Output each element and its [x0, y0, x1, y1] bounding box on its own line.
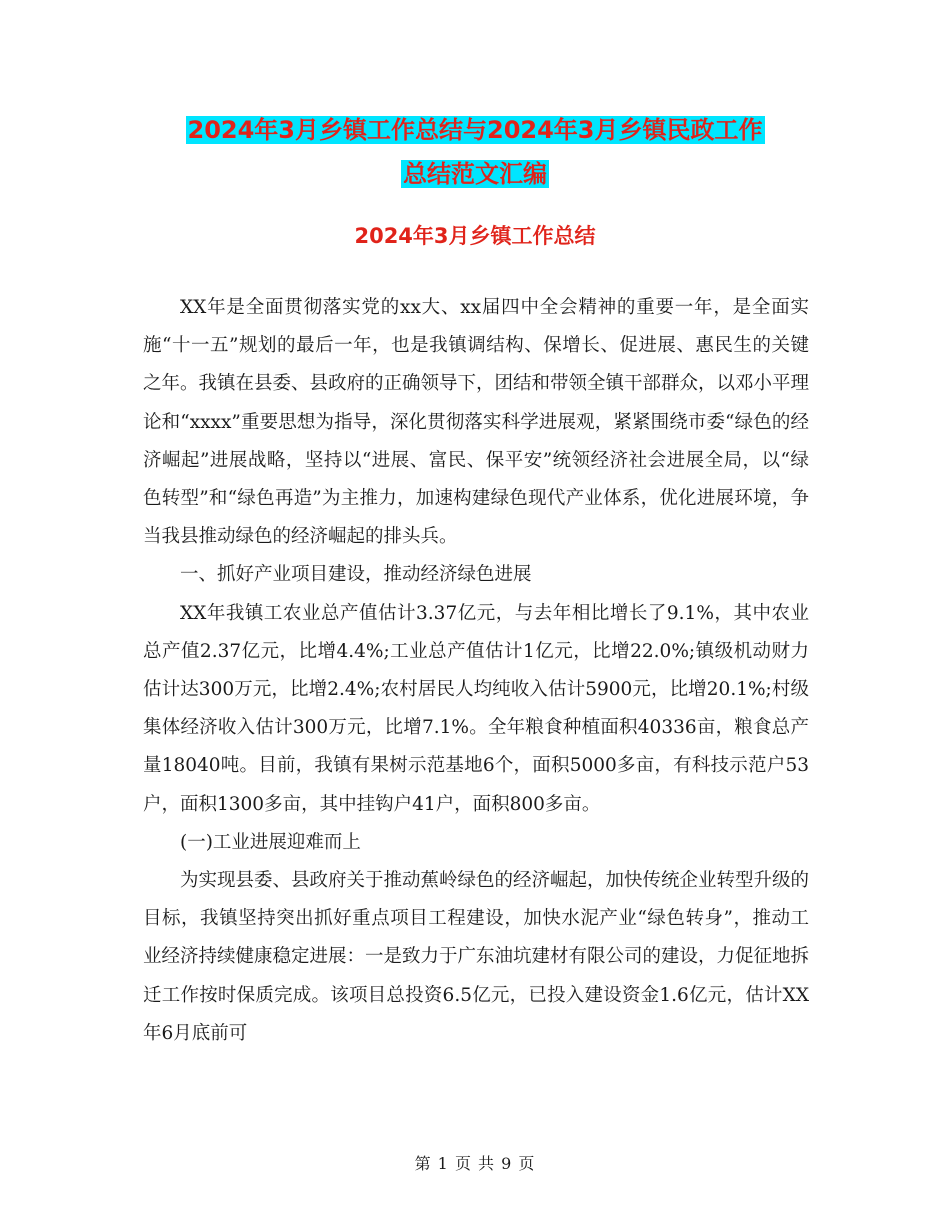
subheading-industry: (一)工业进展迎难而上 [180, 831, 361, 853]
paragraph-intro: XX年是全面贯彻落实党的xx大、xx届四中全会精神的重要一年，是全面实施“十一五”规划的最后一年，也是我镇调结构、保增长、促进展、惠民生的关键之年。我镇在县委、县政府的正确领导下，团结和带领全镇干部群众，以邓小平理论和“xxxx”重要思想为指导，深化贯彻落实科学进展观，紧紧围绕市委“绿色的经济崛起”进展战略，坚持以“进展、富民、保平安”统领经济社会进展全局，以“绿色转型”和“绿色再造”为主推力，加速构建绿色现代产业体系，优化进展环境，争当我县推动绿色的经济崛起的排头兵。 [143, 297, 810, 548]
paragraph-statistics: XX年我镇工农业总产值估计3.37亿元，与去年相比增长了9.1%，其中农业总产值2.37亿元，比增4.4%;工业总产值估计1亿元，比增22.0%;镇级机动财力估计达300万元，比增2.4%;农村居民人均纯收入估计5900元，比增20.1%;村级集体经济收入估计300万元，比增7.1%。全年粮食种植面积40336亩，粮食总产量18040吨。目前，我镇有果树示范基地6个，面积5000多亩，有科技示范户53户，面积1300多亩，其中挂钩户41户，面积800多亩。 [143, 602, 809, 815]
document-title-line-1-text: 2024年3月乡镇工作总结与2024年3月乡镇民政工作 [187, 116, 763, 144]
document-title-line-2-text: 总结范文汇编 [403, 160, 547, 188]
page-footer: 第 1 页 共 9 页 [414, 1154, 536, 1173]
paragraph-industry: 为实现县委、县政府关于推动蕉岭绿色的经济崛起，加快传统企业转型升级的目标，我镇坚持突出抓好重点项目工程建设，加快水泥产业“绿色转身”，推动工业经济持续健康稳定进展：一是致力于广东油坑建材有限公司的建设，力促征地拆迁工作按时保质完成。该项目总投资6.5亿元，已投入建设资金1.6亿元，估计XX年6月底前可 [143, 870, 810, 1044]
document-title-line-1 [0, 111, 950, 149]
heading-section-1: 一、抓好产业项目建设，推动经济绿色进展 [180, 564, 532, 586]
document-body [143, 289, 809, 1053]
section-title: 2024年3月乡镇工作总结 [354, 224, 596, 248]
document-title-line-2 [0, 155, 950, 193]
